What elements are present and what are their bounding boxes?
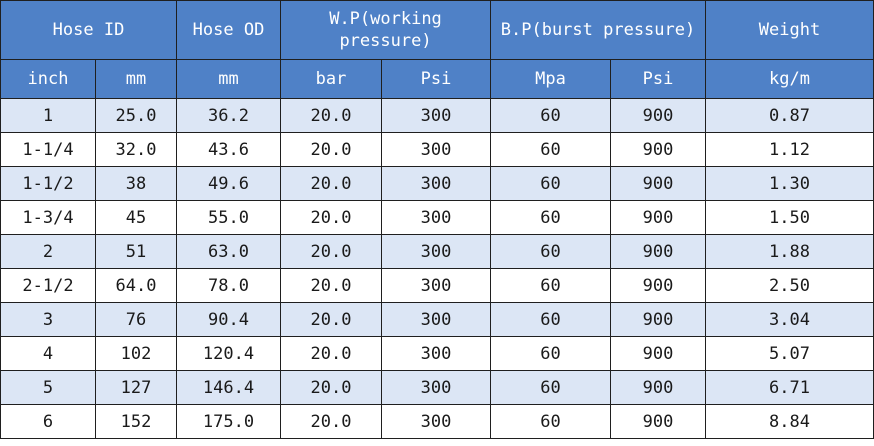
table-row [1, 201, 874, 235]
table-row [1, 337, 874, 371]
header-weight: Weight [706, 1, 874, 60]
cell-bar: 20.0 [281, 303, 382, 337]
cell-mpa: 60 [491, 269, 611, 303]
cell-inch: 4 [1, 337, 96, 371]
cell-bp-psi: 900 [611, 371, 706, 405]
cell-psi: 300 [382, 235, 491, 269]
cell-bar: 20.0 [281, 405, 382, 439]
unit-id-mm: mm [96, 60, 177, 99]
cell-psi: 300 [382, 337, 491, 371]
cell-od: 146.4 [177, 371, 281, 405]
cell-mpa: 60 [491, 303, 611, 337]
cell-weight: 1.12 [706, 133, 874, 167]
table-row [1, 133, 874, 167]
cell-bar: 20.0 [281, 167, 382, 201]
cell-inch: 2-1/2 [1, 269, 96, 303]
cell-psi: 300 [382, 201, 491, 235]
cell-mpa: 60 [491, 337, 611, 371]
header-working-pressure: W.P(working pressure) [281, 1, 491, 60]
cell-inch: 3 [1, 303, 96, 337]
cell-mpa: 60 [491, 167, 611, 201]
cell-bp-psi: 900 [611, 99, 706, 133]
cell-bar: 20.0 [281, 99, 382, 133]
cell-od: 78.0 [177, 269, 281, 303]
cell-weight: 2.50 [706, 269, 874, 303]
cell-od: 63.0 [177, 235, 281, 269]
cell-weight: 5.07 [706, 337, 874, 371]
cell-weight: 1.50 [706, 201, 874, 235]
cell-weight: 0.87 [706, 99, 874, 133]
unit-inch: inch [1, 60, 96, 99]
cell-mm: 127 [96, 371, 177, 405]
table-row [1, 235, 874, 269]
cell-inch: 1-3/4 [1, 201, 96, 235]
cell-inch: 6 [1, 405, 96, 439]
cell-psi: 300 [382, 99, 491, 133]
cell-od: 90.4 [177, 303, 281, 337]
table-body [1, 99, 874, 439]
cell-mm: 45 [96, 201, 177, 235]
cell-weight: 8.84 [706, 405, 874, 439]
unit-bp-psi: Psi [611, 60, 706, 99]
table-row [1, 405, 874, 439]
header-row [1, 1, 874, 60]
header-hose-id: Hose ID [1, 1, 177, 60]
cell-bp-psi: 900 [611, 133, 706, 167]
cell-psi: 300 [382, 405, 491, 439]
cell-od: 36.2 [177, 99, 281, 133]
cell-mm: 51 [96, 235, 177, 269]
cell-mm: 64.0 [96, 269, 177, 303]
cell-weight: 1.88 [706, 235, 874, 269]
cell-mm: 32.0 [96, 133, 177, 167]
cell-weight: 3.04 [706, 303, 874, 337]
cell-mpa: 60 [491, 99, 611, 133]
unit-kgm: kg/m [706, 60, 874, 99]
table-row [1, 269, 874, 303]
table-row [1, 99, 874, 133]
cell-od: 43.6 [177, 133, 281, 167]
cell-mpa: 60 [491, 371, 611, 405]
cell-bp-psi: 900 [611, 201, 706, 235]
cell-psi: 300 [382, 269, 491, 303]
cell-bp-psi: 900 [611, 235, 706, 269]
cell-mm: 38 [96, 167, 177, 201]
unit-bar: bar [281, 60, 382, 99]
cell-bar: 20.0 [281, 337, 382, 371]
unit-mpa: Mpa [491, 60, 611, 99]
cell-od: 120.4 [177, 337, 281, 371]
header-burst-pressure: B.P(burst pressure) [491, 1, 706, 60]
cell-inch: 1-1/4 [1, 133, 96, 167]
cell-mpa: 60 [491, 201, 611, 235]
cell-psi: 300 [382, 303, 491, 337]
cell-inch: 1 [1, 99, 96, 133]
header-hose-od: Hose OD [177, 1, 281, 60]
cell-mm: 152 [96, 405, 177, 439]
units-row [1, 60, 874, 99]
cell-psi: 300 [382, 133, 491, 167]
cell-bp-psi: 900 [611, 167, 706, 201]
cell-inch: 5 [1, 371, 96, 405]
cell-bar: 20.0 [281, 371, 382, 405]
cell-mpa: 60 [491, 405, 611, 439]
cell-weight: 6.71 [706, 371, 874, 405]
unit-wp-psi: Psi [382, 60, 491, 99]
cell-od: 55.0 [177, 201, 281, 235]
cell-inch: 1-1/2 [1, 167, 96, 201]
cell-od: 175.0 [177, 405, 281, 439]
cell-inch: 2 [1, 235, 96, 269]
cell-mpa: 60 [491, 235, 611, 269]
table-row [1, 167, 874, 201]
cell-mm: 25.0 [96, 99, 177, 133]
cell-bar: 20.0 [281, 235, 382, 269]
cell-bp-psi: 900 [611, 405, 706, 439]
cell-bp-psi: 900 [611, 337, 706, 371]
cell-mm: 76 [96, 303, 177, 337]
table-row [1, 303, 874, 337]
cell-bar: 20.0 [281, 201, 382, 235]
cell-bar: 20.0 [281, 133, 382, 167]
cell-mm: 102 [96, 337, 177, 371]
unit-od-mm: mm [177, 60, 281, 99]
cell-weight: 1.30 [706, 167, 874, 201]
cell-psi: 300 [382, 371, 491, 405]
cell-bar: 20.0 [281, 269, 382, 303]
table-row [1, 371, 874, 405]
cell-psi: 300 [382, 167, 491, 201]
cell-od: 49.6 [177, 167, 281, 201]
cell-bp-psi: 900 [611, 303, 706, 337]
cell-mpa: 60 [491, 133, 611, 167]
cell-bp-psi: 900 [611, 269, 706, 303]
